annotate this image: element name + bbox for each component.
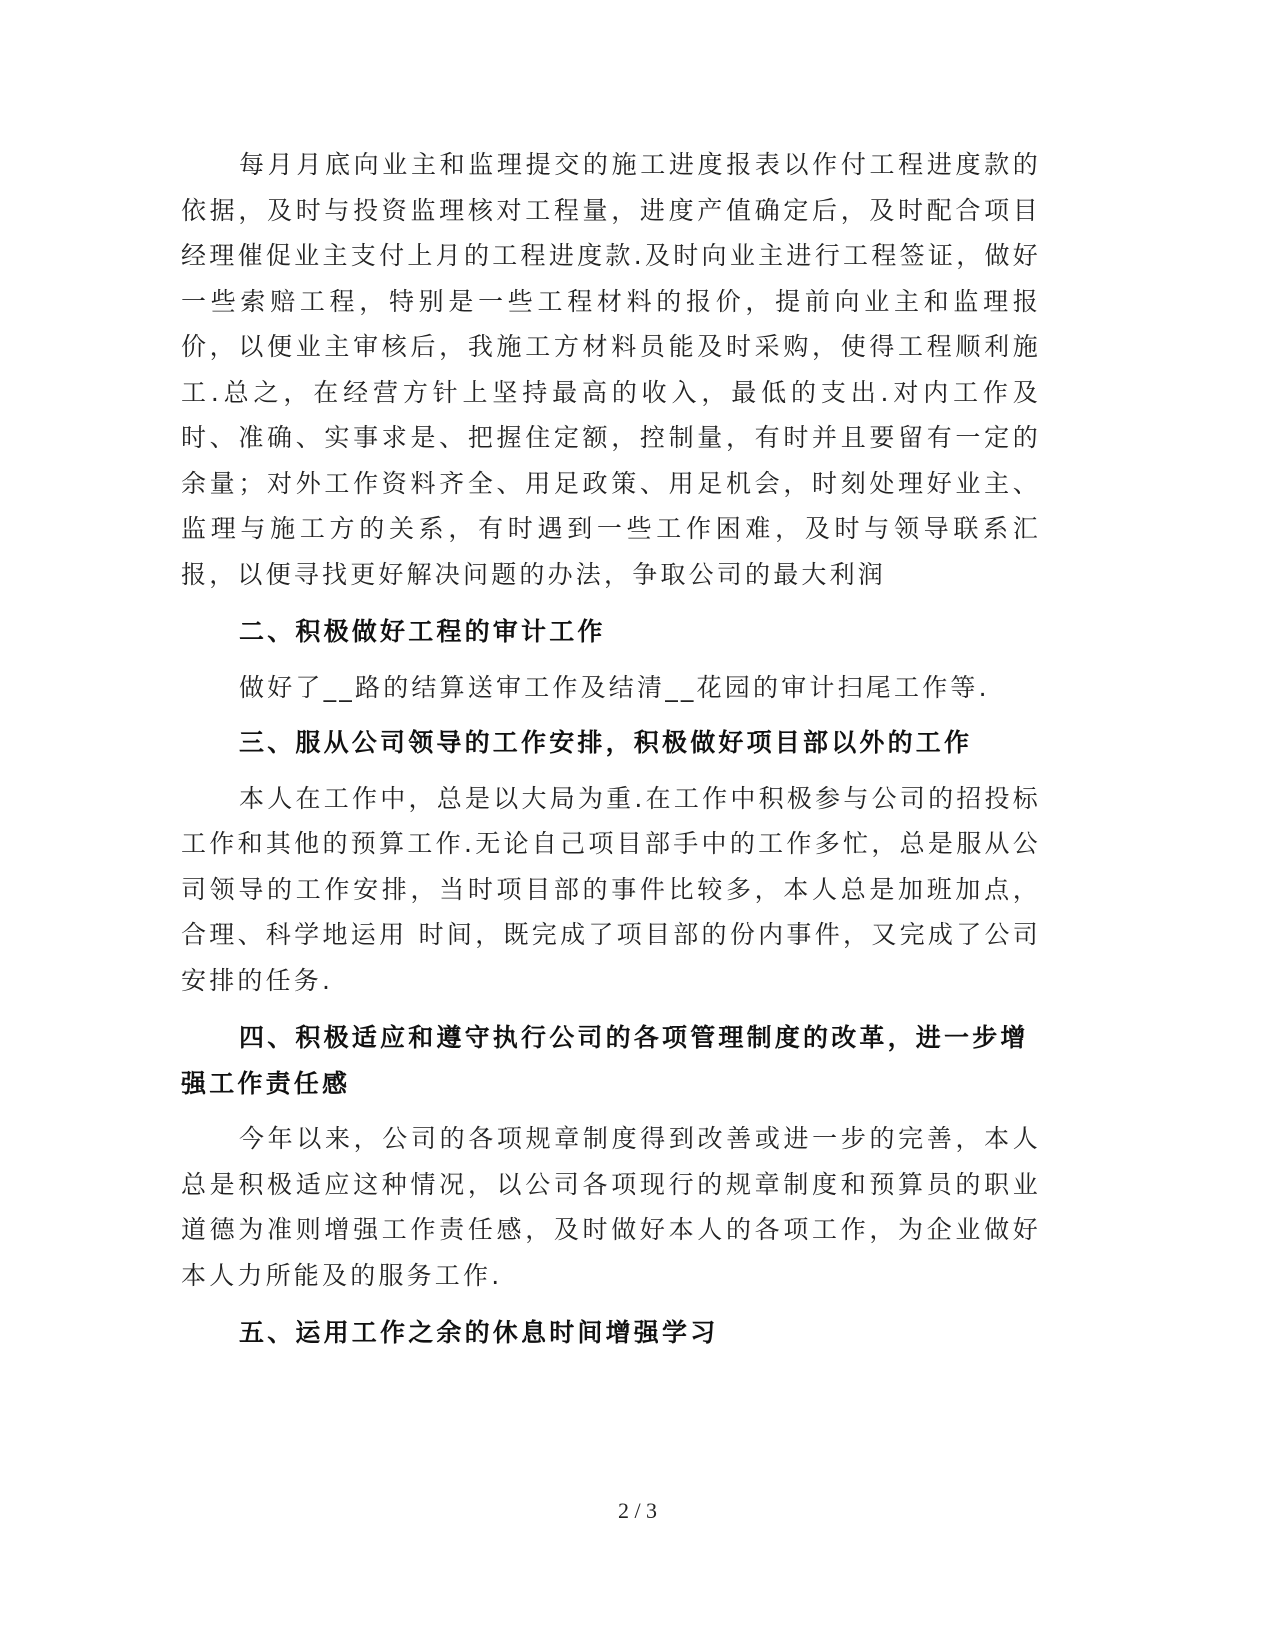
paragraph-audit: 做好了__路的结算送审工作及结清__花园的审计扫尾工作等.: [239, 672, 990, 702]
document-body: [181, 142, 1041, 1356]
paragraph-progress-payments: 每月月底向业主和监理提交的施工进度报表以作付工程进度款的依据，及时与投资监理核对工程量，进度产值确定后，及时配合项目经理催促业主支付上月的工程进度款.及时向业主进行工程签证，做好一些索赔工程，特别是一些工程材料的报价，提前向业主和监理报价，以便业主审核后，我施工方材料员能及时采购，使得工程顺利施工.总之，在经营方针上坚持最高的收入，最低的支出.对内工作及时、准确、实事求是、把握住定额，控制量，有时并且要留有一定的余量；对外工作资料齐全、用足政策、用足机会，时刻处理好业主、监理与施工方的关系，有时遇到一些工作困难，及时与领导联系汇报，以便寻找更好解决问题的办法，争取公司的最大利润: [181, 150, 1041, 589]
section-heading-study: 五、运用工作之余的休息时间增强学习: [239, 1318, 719, 1347]
section-heading-management-reform: 四、积极适应和遵守执行公司的各项管理制度的改革，进一步增强工作责任感: [181, 1023, 1029, 1098]
section-heading-obey-leadership: 三、服从公司领导的工作安排，积极做好项目部以外的工作: [239, 728, 973, 757]
paragraph-obey-leadership: 本人在工作中，总是以大局为重.在工作中积极参与公司的招投标工作和其他的预算工作.无论自己项目部手中的工作多忙，总是服从公司领导的工作安排，当时项目部的事件比较多，本人总是加班加点，合理、科学地运用 时间，既完成了项目部的份内事件，又完成了公司安排的任务.: [181, 783, 1041, 995]
paragraph-management-reform: 今年以来，公司的各项规章制度得到改善或进一步的完善，本人总是积极适应这种情况，以公司各项现行的规章制度和预算员的职业道德为准则增强工作责任感，及时做好本人的各项工作，为企业做好本人力所能及的服务工作.: [181, 1124, 1041, 1290]
section-heading-audit: 二、积极做好工程的审计工作: [239, 617, 606, 646]
page-number: 2 / 3: [617, 1498, 658, 1523]
